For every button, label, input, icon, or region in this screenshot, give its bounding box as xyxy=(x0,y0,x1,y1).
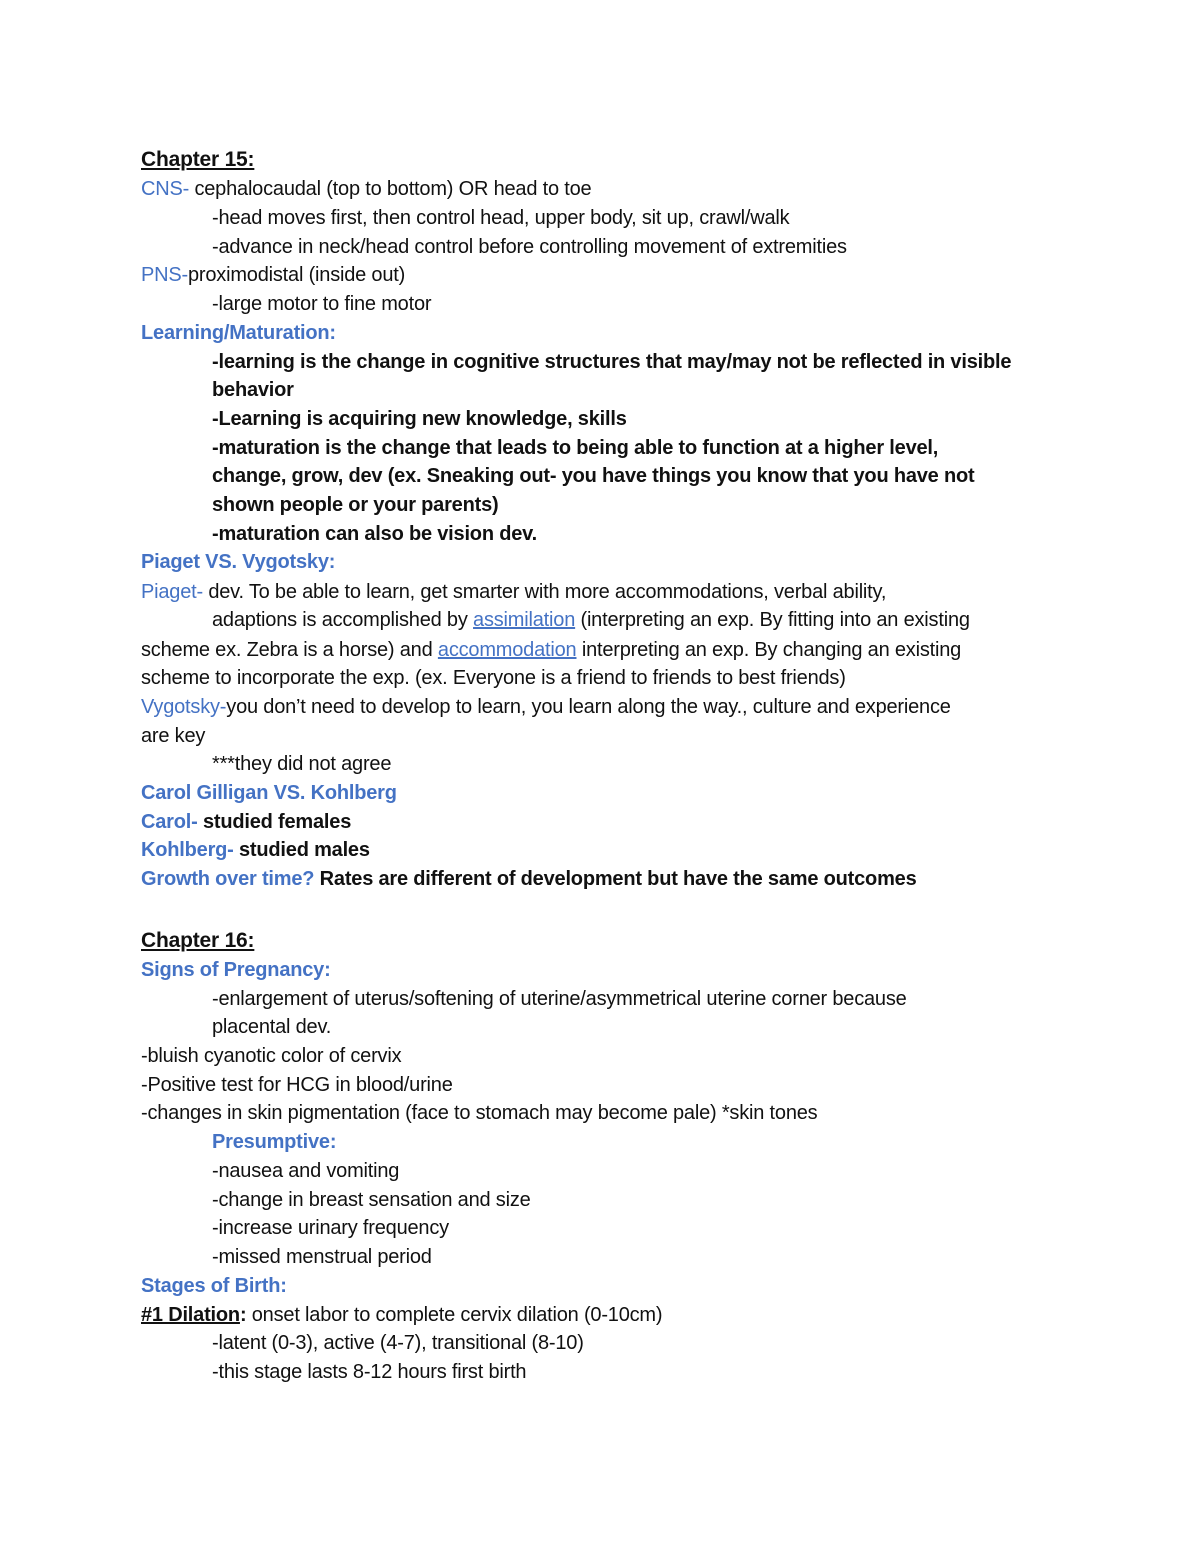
lm-line-1: -learning is the change in cognitive structures that may/may not be reflected in visible xyxy=(212,351,1012,373)
piaget-line-3 xyxy=(141,636,961,665)
vygotsky-line-2: are key xyxy=(141,725,206,747)
presumptive-line-3: -increase urinary frequency xyxy=(212,1217,449,1239)
signs-line-2: placental dev. xyxy=(212,1016,332,1038)
pns-bullet-1: -large motor to fine motor xyxy=(212,293,432,315)
accommodation-link[interactable]: accommodation xyxy=(437,639,577,661)
piaget-vygotsky-heading: Piaget VS. Vygotsky: xyxy=(141,551,336,573)
chapter-16-heading: Chapter 16: xyxy=(141,929,255,952)
dilation-colon: : xyxy=(239,1304,247,1326)
carol-label: Carol- xyxy=(141,811,198,833)
dilation-line xyxy=(141,1301,662,1330)
pns-text: proximodistal (inside out) xyxy=(187,264,406,286)
cns-text: cephalocaudal (top to bottom) OR head to toe xyxy=(189,178,592,200)
piaget-text-2a: adaptions is accomplished by xyxy=(212,609,474,631)
cns-label: CNS- xyxy=(141,178,190,200)
lm-line-7: -maturation can also be vision dev. xyxy=(212,523,537,545)
lm-line-3: -Learning is acquiring new knowledge, skills xyxy=(212,408,627,430)
vygotsky-label: Vygotsky- xyxy=(141,696,227,718)
pns-line xyxy=(141,261,405,290)
presumptive-line-4: -missed menstrual period xyxy=(212,1246,432,1268)
dilation-bullet-1: -latent (0-3), active (4-7), transitional (8-10) xyxy=(212,1332,584,1354)
dilation-bullet-2: -this stage lasts 8-12 hours first birth xyxy=(212,1361,527,1383)
stages-of-birth-heading: Stages of Birth: xyxy=(141,1275,287,1297)
piaget-line-4: scheme to incorporate the exp. (ex. Everyone is a friend to friends to best friends) xyxy=(141,667,846,689)
growth-line xyxy=(141,865,917,894)
signs-line-3: -bluish cyanotic color of cervix xyxy=(141,1045,402,1067)
lm-line-5: change, grow, dev (ex. Sneaking out- you have things you know that you have not xyxy=(212,465,975,487)
piaget-text-3a: scheme ex. Zebra is a horse) and xyxy=(141,639,438,661)
gilligan-kohlberg-heading: Carol Gilligan VS. Kohlberg xyxy=(141,782,397,804)
cns-bullet-2: -advance in neck/head control before controlling movement of extremities xyxy=(212,236,847,258)
growth-text: Rates are different of development but have the same outcomes xyxy=(314,868,917,890)
assimilation-link[interactable]: assimilation xyxy=(473,609,576,631)
signs-line-4: -Positive test for HCG in blood/urine xyxy=(141,1074,453,1096)
presumptive-line-1: -nausea and vomiting xyxy=(212,1160,400,1182)
carol-line xyxy=(141,808,351,837)
carol-text: studied females xyxy=(197,811,352,833)
piaget-text-3b: interpreting an exp. By changing an existing xyxy=(576,639,962,661)
pns-label: PNS- xyxy=(141,264,188,286)
presumptive-line-2: -change in breast sensation and size xyxy=(212,1189,531,1211)
piaget-line-1 xyxy=(141,578,886,607)
kohlberg-line xyxy=(141,836,370,865)
dilation-text: onset labor to complete cervix dilation (0-10cm) xyxy=(246,1304,663,1326)
lm-line-4: -maturation is the change that leads to being able to function at a higher level, xyxy=(212,437,939,459)
presumptive-heading: Presumptive: xyxy=(212,1131,337,1153)
dilation-label: #1 Dilation xyxy=(141,1304,240,1326)
disagree-note: ***they did not agree xyxy=(212,753,392,775)
signs-of-pregnancy-heading: Signs of Pregnancy: xyxy=(141,959,331,981)
lm-line-6: shown people or your parents) xyxy=(212,494,499,516)
growth-label: Growth over time? xyxy=(141,868,315,890)
signs-line-1: -enlargement of uterus/softening of uterine/asymmetrical uterine corner because xyxy=(212,988,907,1010)
lm-line-2: behavior xyxy=(212,379,294,401)
piaget-text-2b: (interpreting an exp. By fitting into an existing xyxy=(575,609,970,631)
cns-line xyxy=(141,175,591,204)
cns-bullet-1: -head moves first, then control head, upper body, sit up, crawl/walk xyxy=(212,207,790,229)
vygotsky-text-1: you don’t need to develop to learn, you learn along the way., culture and experience xyxy=(226,696,951,718)
piaget-line-2 xyxy=(212,606,970,635)
piaget-text-1: dev. To be able to learn, get smarter with more accommodations, verbal ability, xyxy=(202,581,887,603)
signs-line-5: -changes in skin pigmentation (face to stomach may become pale) *skin tones xyxy=(141,1102,818,1124)
kohlberg-text: studied males xyxy=(233,839,370,861)
vygotsky-line-1 xyxy=(141,693,951,722)
learning-maturation-heading: Learning/Maturation: xyxy=(141,322,336,344)
kohlberg-label: Kohlberg- xyxy=(141,839,234,861)
chapter-15-heading: Chapter 15: xyxy=(141,148,255,171)
piaget-label: Piaget- xyxy=(141,581,203,603)
